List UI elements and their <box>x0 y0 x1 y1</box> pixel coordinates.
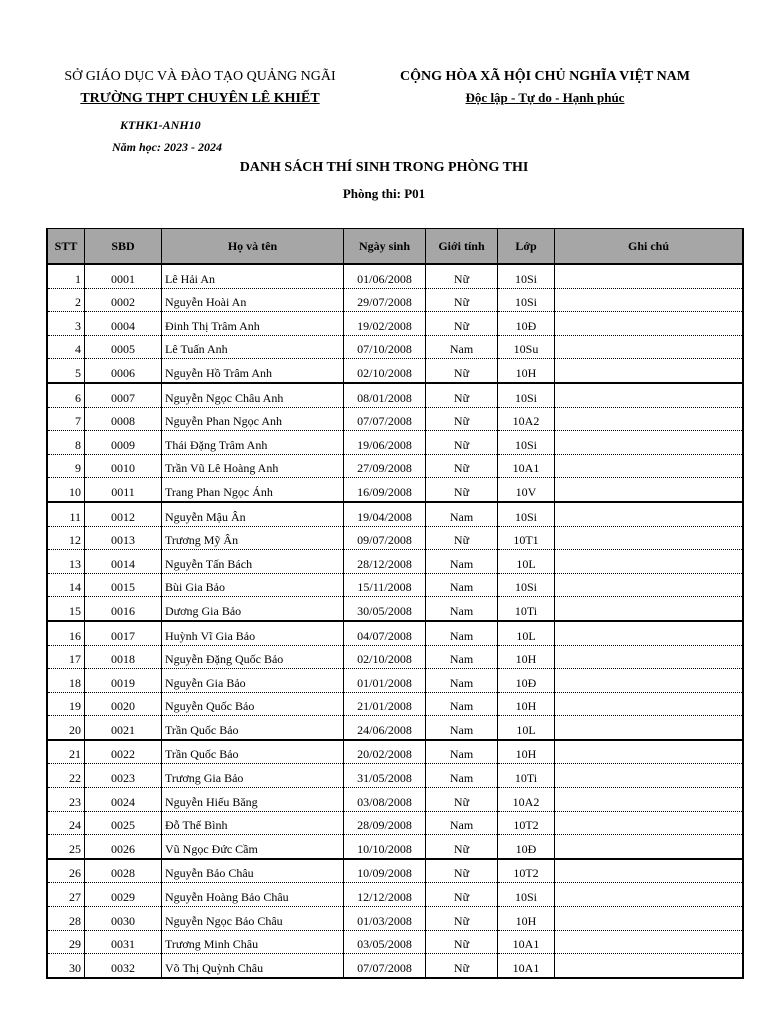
cell-sbd: 0022 <box>85 740 162 764</box>
cell-note <box>555 359 744 383</box>
table-row <box>47 740 743 764</box>
cell-class: 10Đ <box>498 669 555 693</box>
cell-class: 10Si <box>498 502 555 526</box>
cell-class: 10Si <box>498 431 555 455</box>
exam-code: KTHK1-ANH10 <box>120 118 201 132</box>
cell-note <box>555 859 744 883</box>
cell-dob: 01/03/2008 <box>344 907 426 931</box>
cell-stt: 8 <box>47 431 85 455</box>
cell-sex: Nam <box>426 597 498 621</box>
cell-sbd: 0028 <box>85 859 162 883</box>
cell-name: Trần Quốc Bảo <box>162 740 344 764</box>
cell-note <box>555 907 744 931</box>
table-row <box>47 359 743 383</box>
cell-dob: 08/01/2008 <box>344 383 426 407</box>
cell-class: 10Ti <box>498 764 555 788</box>
cell-dob: 19/02/2008 <box>344 312 426 336</box>
cell-name: Trần Quốc Bảo <box>162 716 344 740</box>
cell-class: 10Ti <box>498 597 555 621</box>
table-row <box>47 478 743 502</box>
cell-name: Bùi Gia Bảo <box>162 573 344 597</box>
table-row <box>47 550 743 574</box>
cell-class: 10T1 <box>498 526 555 550</box>
cell-class: 10Si <box>498 288 555 312</box>
cell-note <box>555 383 744 407</box>
cell-stt: 15 <box>47 597 85 621</box>
cell-dob: 03/05/2008 <box>344 930 426 954</box>
cell-class: 10A1 <box>498 930 555 954</box>
cell-note <box>555 621 744 645</box>
cell-class: 10Si <box>498 883 555 907</box>
cell-class: 10Si <box>498 264 555 288</box>
header-dob: Ngày sinh <box>344 229 426 265</box>
cell-stt: 23 <box>47 788 85 812</box>
table-row <box>47 764 743 788</box>
cell-dob: 02/10/2008 <box>344 645 426 669</box>
cell-name: Đinh Thị Trâm Anh <box>162 312 344 336</box>
cell-sbd: 0021 <box>85 716 162 740</box>
cell-dob: 10/10/2008 <box>344 835 426 859</box>
header-class: Lớp <box>498 229 555 265</box>
cell-sbd: 0007 <box>85 383 162 407</box>
cell-class: 10T2 <box>498 811 555 835</box>
cell-sbd: 0025 <box>85 811 162 835</box>
table-row <box>47 930 743 954</box>
cell-note <box>555 597 744 621</box>
cell-class: 10A2 <box>498 788 555 812</box>
cell-sbd: 0017 <box>85 621 162 645</box>
cell-sex: Nữ <box>426 835 498 859</box>
cell-stt: 22 <box>47 764 85 788</box>
cell-sex: Nam <box>426 692 498 716</box>
cell-stt: 11 <box>47 502 85 526</box>
cell-sex: Nữ <box>426 312 498 336</box>
cell-class: 10L <box>498 716 555 740</box>
table-row <box>47 502 743 526</box>
cell-class: 10Đ <box>498 312 555 336</box>
exam-room: Phòng thi: P01 <box>342 186 426 201</box>
cell-sbd: 0004 <box>85 312 162 336</box>
cell-note <box>555 288 744 312</box>
cell-name: Nguyễn Đặng Quốc Bảo <box>162 645 344 669</box>
cell-stt: 29 <box>47 930 85 954</box>
cell-stt: 10 <box>47 478 85 502</box>
cell-name: Nguyễn Ngọc Châu Anh <box>162 383 344 407</box>
cell-stt: 4 <box>47 335 85 359</box>
cell-sbd: 0029 <box>85 883 162 907</box>
cell-name: Huỳnh Vĩ Gia Bảo <box>162 621 344 645</box>
cell-note <box>555 788 744 812</box>
cell-dob: 24/06/2008 <box>344 716 426 740</box>
cell-dob: 16/09/2008 <box>344 478 426 502</box>
table-row <box>47 835 743 859</box>
motto: Độc lập - Tự do - Hạnh phúc <box>465 90 625 105</box>
cell-sex: Nữ <box>426 454 498 478</box>
cell-sbd: 0006 <box>85 359 162 383</box>
cell-sbd: 0020 <box>85 692 162 716</box>
cell-class: 10L <box>498 621 555 645</box>
table-row <box>47 431 743 455</box>
department-name: SỞ GIÁO DỤC VÀ ĐÀO TẠO QUẢNG NGÃI <box>64 69 336 84</box>
cell-name: Lê Tuấn Anh <box>162 335 344 359</box>
cell-stt: 27 <box>47 883 85 907</box>
cell-stt: 26 <box>47 859 85 883</box>
cell-sbd: 0018 <box>85 645 162 669</box>
cell-name: Nguyễn Hồ Trâm Anh <box>162 359 344 383</box>
table-row <box>47 692 743 716</box>
cell-stt: 17 <box>47 645 85 669</box>
cell-class: 10Su <box>498 335 555 359</box>
cell-note <box>555 526 744 550</box>
cell-dob: 04/07/2008 <box>344 621 426 645</box>
table-row <box>47 526 743 550</box>
table-row <box>47 716 743 740</box>
cell-sex: Nam <box>426 669 498 693</box>
cell-class: 10Si <box>498 573 555 597</box>
cell-stt: 12 <box>47 526 85 550</box>
cell-note <box>555 883 744 907</box>
cell-sex: Nữ <box>426 788 498 812</box>
cell-sex: Nữ <box>426 431 498 455</box>
cell-sbd: 0005 <box>85 335 162 359</box>
cell-dob: 19/04/2008 <box>344 502 426 526</box>
cell-dob: 09/07/2008 <box>344 526 426 550</box>
school-year: Năm học: 2023 - 2024 <box>112 140 222 154</box>
cell-class: 10A1 <box>498 454 555 478</box>
cell-name: Lê Hải An <box>162 264 344 288</box>
cell-class: 10Đ <box>498 835 555 859</box>
nation-name: CỘNG HÒA XÃ HỘI CHỦ NGHĨA VIỆT NAM <box>399 69 690 84</box>
cell-stt: 14 <box>47 573 85 597</box>
cell-stt: 1 <box>47 264 85 288</box>
cell-dob: 07/07/2008 <box>344 407 426 431</box>
cell-stt: 28 <box>47 907 85 931</box>
cell-name: Nguyễn Phan Ngọc Anh <box>162 407 344 431</box>
cell-sex: Nam <box>426 335 498 359</box>
cell-sbd: 0011 <box>85 478 162 502</box>
cell-dob: 28/09/2008 <box>344 811 426 835</box>
cell-dob: 28/12/2008 <box>344 550 426 574</box>
cell-dob: 29/07/2008 <box>344 288 426 312</box>
cell-sbd: 0031 <box>85 930 162 954</box>
table-header-row <box>47 229 743 265</box>
cell-sex: Nữ <box>426 954 498 978</box>
cell-class: 10H <box>498 645 555 669</box>
cell-sbd: 0013 <box>85 526 162 550</box>
cell-sbd: 0019 <box>85 669 162 693</box>
cell-note <box>555 835 744 859</box>
cell-name: Nguyễn Hoài An <box>162 288 344 312</box>
cell-stt: 30 <box>47 954 85 978</box>
table-row <box>47 573 743 597</box>
cell-stt: 19 <box>47 692 85 716</box>
cell-class: 10Si <box>498 383 555 407</box>
cell-name: Vũ Ngọc Đức Cầm <box>162 835 344 859</box>
cell-name: Nguyễn Bảo Châu <box>162 859 344 883</box>
cell-note <box>555 478 744 502</box>
cell-name: Nguyễn Ngọc Bảo Châu <box>162 907 344 931</box>
cell-stt: 2 <box>47 288 85 312</box>
cell-class: 10L <box>498 550 555 574</box>
table-row <box>47 907 743 931</box>
cell-dob: 03/08/2008 <box>344 788 426 812</box>
header-stt: STT <box>47 229 85 265</box>
cell-stt: 13 <box>47 550 85 574</box>
left-header <box>40 66 360 110</box>
cell-note <box>555 716 744 740</box>
cell-note <box>555 312 744 336</box>
cell-sex: Nữ <box>426 407 498 431</box>
cell-sex: Nữ <box>426 526 498 550</box>
cell-dob: 31/05/2008 <box>344 764 426 788</box>
cell-sbd: 0008 <box>85 407 162 431</box>
cell-sex: Nữ <box>426 883 498 907</box>
cell-sbd: 0010 <box>85 454 162 478</box>
cell-name: Nguyễn Tấn Bách <box>162 550 344 574</box>
cell-dob: 02/10/2008 <box>344 359 426 383</box>
cell-name: Trương Gia Bảo <box>162 764 344 788</box>
cell-note <box>555 573 744 597</box>
cell-note <box>555 764 744 788</box>
cell-note <box>555 550 744 574</box>
cell-name: Trang Phan Ngọc Ánh <box>162 478 344 502</box>
cell-sex: Nam <box>426 621 498 645</box>
cell-dob: 12/12/2008 <box>344 883 426 907</box>
cell-dob: 10/09/2008 <box>344 859 426 883</box>
cell-name: Nguyễn Gia Bảo <box>162 669 344 693</box>
cell-stt: 9 <box>47 454 85 478</box>
cell-sex: Nam <box>426 811 498 835</box>
cell-sex: Nữ <box>426 930 498 954</box>
table-row <box>47 288 743 312</box>
cell-dob: 15/11/2008 <box>344 573 426 597</box>
table-row <box>47 264 743 288</box>
cell-sex: Nữ <box>426 264 498 288</box>
cell-sex: Nữ <box>426 859 498 883</box>
cell-sex: Nam <box>426 502 498 526</box>
school-name: TRƯỜNG THPT CHUYÊN LÊ KHIẾT <box>80 91 320 106</box>
cell-name: Nguyễn Hoàng Bảo Châu <box>162 883 344 907</box>
document-title: DANH SÁCH THÍ SINH TRONG PHÒNG THI <box>239 160 529 175</box>
cell-stt: 24 <box>47 811 85 835</box>
cell-sex: Nữ <box>426 907 498 931</box>
cell-name: Trương Mỹ Ân <box>162 526 344 550</box>
cell-stt: 16 <box>47 621 85 645</box>
cell-note <box>555 740 744 764</box>
cell-sbd: 0032 <box>85 954 162 978</box>
table-row <box>47 597 743 621</box>
cell-dob: 30/05/2008 <box>344 597 426 621</box>
cell-name: Nguyễn Hiếu Băng <box>162 788 344 812</box>
header-sbd: SBD <box>85 229 162 265</box>
table-row <box>47 312 743 336</box>
cell-name: Đỗ Thế Bình <box>162 811 344 835</box>
cell-stt: 21 <box>47 740 85 764</box>
cell-sbd: 0001 <box>85 264 162 288</box>
cell-sbd: 0016 <box>85 597 162 621</box>
cell-stt: 18 <box>47 669 85 693</box>
cell-dob: 19/06/2008 <box>344 431 426 455</box>
table-row <box>47 811 743 835</box>
cell-class: 10H <box>498 907 555 931</box>
cell-stt: 5 <box>47 359 85 383</box>
cell-name: Nguyễn Mậu Ân <box>162 502 344 526</box>
cell-dob: 01/01/2008 <box>344 669 426 693</box>
table-row <box>47 883 743 907</box>
cell-sbd: 0009 <box>85 431 162 455</box>
candidate-table <box>46 228 744 979</box>
cell-dob: 20/02/2008 <box>344 740 426 764</box>
cell-class: 10T2 <box>498 859 555 883</box>
table-row <box>47 454 743 478</box>
cell-stt: 25 <box>47 835 85 859</box>
cell-dob: 27/09/2008 <box>344 454 426 478</box>
cell-sex: Nữ <box>426 359 498 383</box>
table-row <box>47 669 743 693</box>
cell-sex: Nam <box>426 573 498 597</box>
cell-stt: 20 <box>47 716 85 740</box>
table-row <box>47 859 743 883</box>
table-row <box>47 621 743 645</box>
table-row <box>47 335 743 359</box>
table-row <box>47 383 743 407</box>
cell-class: 10H <box>498 740 555 764</box>
cell-note <box>555 335 744 359</box>
cell-stt: 6 <box>47 383 85 407</box>
table-row <box>47 645 743 669</box>
cell-note <box>555 954 744 978</box>
cell-dob: 07/07/2008 <box>344 954 426 978</box>
cell-stt: 7 <box>47 407 85 431</box>
table-row <box>47 954 743 978</box>
cell-note <box>555 645 744 669</box>
cell-sex: Nam <box>426 764 498 788</box>
cell-class: 10H <box>498 692 555 716</box>
cell-sex: Nữ <box>426 478 498 502</box>
table-row <box>47 407 743 431</box>
cell-name: Trần Vũ Lê Hoàng Anh <box>162 454 344 478</box>
cell-sex: Nam <box>426 645 498 669</box>
cell-sbd: 0026 <box>85 835 162 859</box>
right-header <box>380 66 710 108</box>
cell-note <box>555 811 744 835</box>
cell-note <box>555 264 744 288</box>
cell-class: 10V <box>498 478 555 502</box>
cell-name: Nguyễn Quốc Bảo <box>162 692 344 716</box>
cell-sbd: 0012 <box>85 502 162 526</box>
cell-sbd: 0002 <box>85 288 162 312</box>
cell-sbd: 0015 <box>85 573 162 597</box>
cell-sbd: 0023 <box>85 764 162 788</box>
cell-note <box>555 502 744 526</box>
cell-dob: 07/10/2008 <box>344 335 426 359</box>
cell-note <box>555 431 744 455</box>
cell-note <box>555 454 744 478</box>
cell-dob: 21/01/2008 <box>344 692 426 716</box>
cell-sbd: 0030 <box>85 907 162 931</box>
cell-note <box>555 930 744 954</box>
cell-note <box>555 692 744 716</box>
cell-sbd: 0014 <box>85 550 162 574</box>
cell-note <box>555 669 744 693</box>
cell-note <box>555 407 744 431</box>
header-name: Họ và tên <box>162 229 344 265</box>
cell-sex: Nam <box>426 740 498 764</box>
cell-sex: Nam <box>426 550 498 574</box>
cell-sbd: 0024 <box>85 788 162 812</box>
header-note: Ghi chú <box>555 229 744 265</box>
cell-class: 10H <box>498 359 555 383</box>
header-sex: Giới tính <box>426 229 498 265</box>
cell-sex: Nam <box>426 716 498 740</box>
table-row <box>47 788 743 812</box>
cell-sex: Nữ <box>426 383 498 407</box>
cell-class: 10A2 <box>498 407 555 431</box>
cell-name: Thái Đặng Trâm Anh <box>162 431 344 455</box>
cell-sex: Nữ <box>426 288 498 312</box>
cell-name: Dương Gia Bảo <box>162 597 344 621</box>
cell-class: 10A1 <box>498 954 555 978</box>
cell-dob: 01/06/2008 <box>344 264 426 288</box>
cell-name: Võ Thị Quỳnh Châu <box>162 954 344 978</box>
cell-stt: 3 <box>47 312 85 336</box>
cell-name: Trương Minh Châu <box>162 930 344 954</box>
